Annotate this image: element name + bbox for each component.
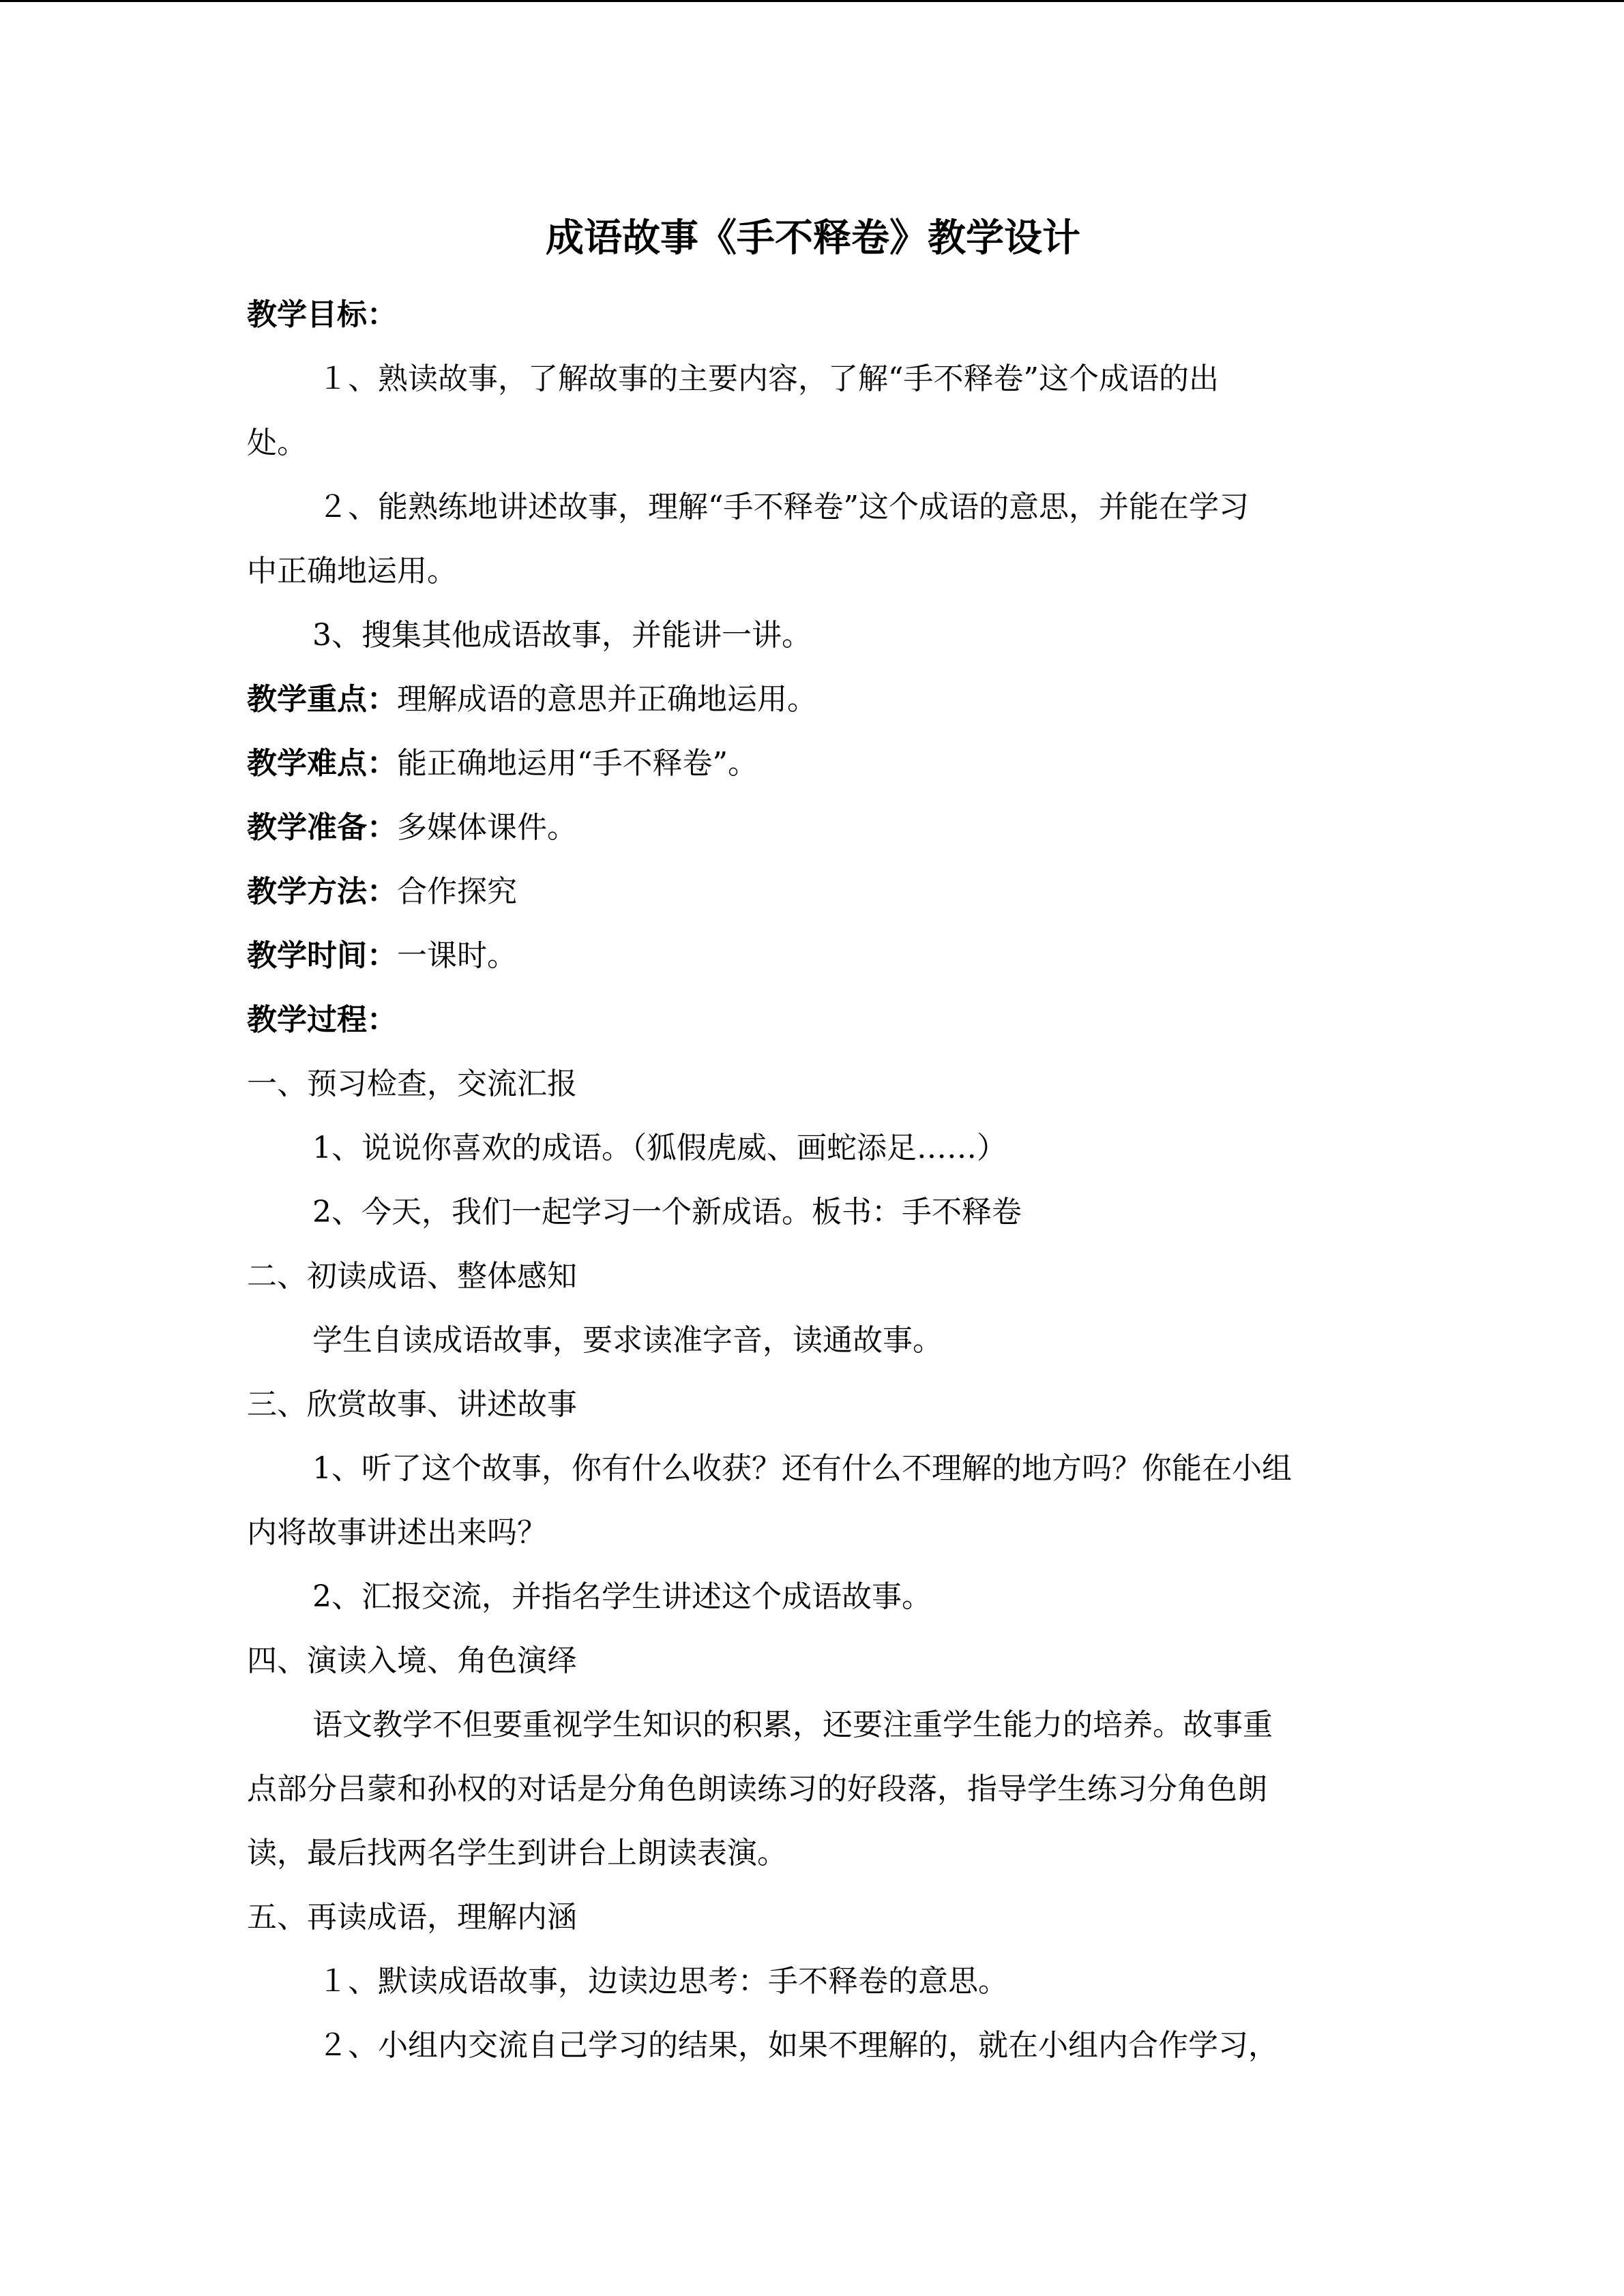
section-4-title: 四、演读入境、角色演绎 [247,1643,577,1678]
objective-1-line-2: 处。 [247,426,307,460]
preparation-value: 多媒体课件。 [397,810,577,845]
preparation-label: 教学准备： [247,810,397,845]
section-1-title: 一、预习检查，交流汇报 [247,1067,577,1101]
objective-3: 3、搜集其他成语故事，并能讲一讲。 [312,618,812,653]
section-4-paragraph-line-3: 读，最后找两名学生到讲台上朗读表演。 [247,1836,787,1870]
section-2-title: 二、初读成语、整体感知 [247,1259,577,1294]
section-5-title: 五、再读成语，理解内涵 [247,1900,577,1935]
section-5-item-1: １、默读成语故事，边读边思考：手不释卷的意思。 [318,1964,1008,1999]
key-point-label: 教学重点： [247,682,397,717]
section-4-paragraph-line-1: 语文教学不但要重视学生知识的积累，还要注重学生能力的培养。故事重 [312,1708,1273,1742]
preparation-row [247,796,1406,860]
method-row [247,860,1406,924]
document-title: 成语故事《手不释卷》教学设计 [546,216,1080,260]
difficulty-label: 教学难点： [247,746,397,781]
section-2-paragraph: 学生自读成语故事，要求读准字音，读通故事。 [312,1323,943,1358]
page-top-border [0,0,1624,2]
key-point-value: 理解成语的意思并正确地运用。 [397,682,817,717]
objective-2-line-2: 中正确地运用。 [247,554,457,588]
time-row [247,924,1406,988]
section-3-item-2: 2、汇报交流，并指名学生讲述这个成语故事。 [312,1579,932,1614]
section-3-item-1-line-1: 1、听了这个故事，你有什么收获？还有什么不理解的地方吗？你能在小组 [312,1451,1292,1486]
difficulty-value: 能正确地运用“手不释卷”。 [397,746,758,781]
section-1-item-2: 2、今天，我们一起学习一个新成语。板书：手不释卷 [312,1195,1022,1229]
document-body [247,283,1406,2078]
section-4-paragraph-line-2: 点部分吕蒙和孙权的对话是分角色朗读练习的好段落，指导学生练习分角色朗 [247,1772,1267,1806]
time-value: 一课时。 [397,938,517,973]
section-1-item-1: 1、说说你喜欢的成语。（狐假虎威、画蛇添足……） [312,1131,1007,1165]
objective-2-line-1: ２、能熟练地讲述故事，理解“手不释卷”这个成语的意思，并能在学习 [318,490,1249,524]
key-point-row [247,668,1406,732]
section-3-title: 三、欣赏故事、讲述故事 [247,1387,577,1422]
method-label: 教学方法： [247,874,397,909]
time-label: 教学时间： [247,938,397,973]
method-value: 合作探究 [397,874,517,909]
objective-1-line-1: １、熟读故事，了解故事的主要内容，了解“手不释卷”这个成语的出 [318,361,1219,396]
section-3-item-1-line-2: 内将故事讲述出来吗？ [247,1515,547,1550]
section-5-item-2: ２、小组内交流自己学习的结果，如果不理解的，就在小组内合作学习， [318,2028,1278,2063]
difficulty-row [247,732,1406,796]
process-heading: 教学过程： [247,1002,397,1037]
objectives-heading: 教学目标： [247,297,397,332]
